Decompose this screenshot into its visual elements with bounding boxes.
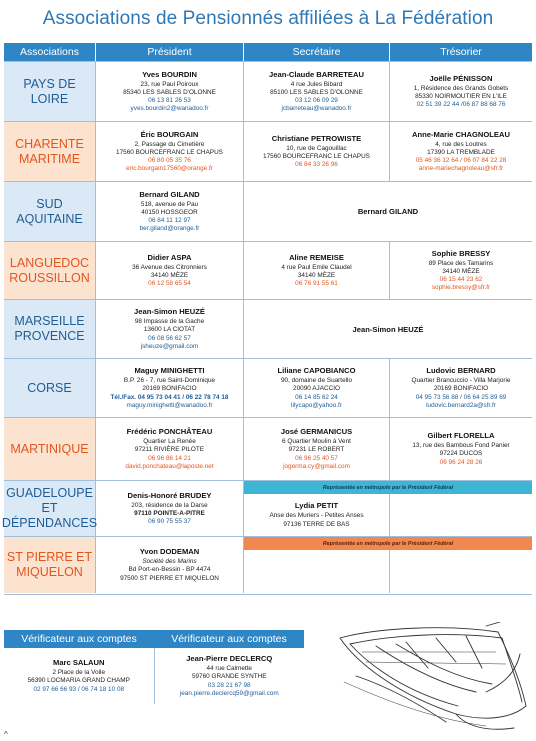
- secretaire-cell: [244, 242, 390, 299]
- address-line: 40150 HOSSGEOR: [141, 208, 198, 216]
- address-line: 4 rue Jules Bibard: [290, 80, 343, 88]
- president-cell: [96, 182, 244, 241]
- address-line: 17390 LA TREMBLADE: [427, 148, 495, 156]
- secretaire-cell: [244, 62, 390, 121]
- address-line: 203, résidence de la Darse: [131, 501, 208, 509]
- phone-number: Tél./Fax. 04 95 73 04 41 / 06 22 78 74 18: [110, 393, 229, 401]
- tresorier-cell: [390, 359, 532, 417]
- email-link[interactable]: yves.bourdin2@wanadoo.fr: [130, 105, 209, 113]
- secretaire-cell: [244, 550, 390, 593]
- person-name: Aline REMEISE: [289, 252, 344, 262]
- email-link[interactable]: anne-mariechagnoleau@sfr.fr: [418, 165, 504, 173]
- address-line: 85340 LES SABLES D'OLONNE: [123, 88, 216, 96]
- phone-number: 03 28 21 67 98: [207, 681, 251, 689]
- email-link[interactable]: jogerma.cy@gmail.com: [283, 462, 350, 470]
- email-link[interactable]: sophie.bressy@sfr.fr: [431, 284, 491, 292]
- address-line: Quartier La Renée: [143, 438, 196, 446]
- table-row: [4, 181, 532, 241]
- president-cell: [96, 359, 244, 417]
- representation-banner: Représentée en métropole par le Président Fédéral: [244, 481, 532, 494]
- email-link[interactable]: ludovic.bernard2a@sfr.fr: [426, 401, 496, 409]
- email-link[interactable]: lilycapo@yahoo.fr: [291, 401, 342, 409]
- header-secretaire: Secrétaire: [244, 43, 390, 61]
- representation-stack: [244, 481, 532, 536]
- verificateur-cell: [155, 648, 305, 704]
- verificateurs-header: [4, 630, 304, 648]
- address-line: 98 Impasse de la Gache: [134, 318, 205, 326]
- phone-number: 06 96 24 28 26: [439, 458, 483, 466]
- person-name: Joëlle PÉNISSON: [429, 73, 493, 83]
- person-name: Liliane CAPOBIANCO: [277, 366, 356, 376]
- association-name: MARTINIQUE: [4, 418, 96, 480]
- address-line: 20090 AJACCIO: [293, 385, 340, 393]
- address-line: 1, Résidence des Grands Gobets: [413, 84, 509, 92]
- address-line: B.P. 26 - 7, rue Saint-Dominique: [123, 377, 216, 385]
- person-name: Christiane PETROWISTE: [271, 133, 362, 143]
- address-line: 17560 BOURCEFRANC LE CHAPUS: [116, 148, 223, 156]
- phone-number: 06 84 11 12 97: [148, 217, 191, 224]
- association-name: LANGUEDOC ROUSSILLON: [4, 242, 96, 299]
- person-name: José GERMANICUS: [280, 427, 353, 437]
- address-line: 34140 MÈZE: [297, 271, 336, 279]
- email-link[interactable]: ber.giland@orange.fr: [139, 225, 200, 233]
- address-line: Quartier Brancuccio - Villa Marjorie: [411, 377, 511, 385]
- header-president: Président: [96, 43, 244, 61]
- tresorier-cell: [390, 242, 532, 299]
- table-row: [1, 480, 532, 536]
- header-tresorier: Trésorier: [440, 46, 482, 58]
- president-cell: [96, 242, 244, 299]
- address-line: 56390 LOCMARIA GRAND CHAMP: [27, 677, 130, 685]
- address-line: 36 Avenue des Citronniers: [132, 263, 207, 271]
- address-line: 34140 MÈZE: [442, 267, 480, 275]
- phone-number: 06 96 86 14 21: [148, 454, 191, 462]
- person-name: Yvon DODEMAN: [139, 547, 200, 557]
- phone-number: 06 76 91 55 61: [295, 280, 338, 288]
- phone-number: 06 80 05 35 76: [148, 157, 191, 164]
- address-line: 44 rue Calmette: [206, 665, 252, 673]
- address-line: 59760 GRANDE SYNTHE: [191, 673, 267, 681]
- person-name: Bernard GILAND: [139, 189, 200, 199]
- address-line: 13600 LA CIOTAT: [143, 326, 196, 334]
- tresorier-cell: [390, 122, 532, 181]
- tresorier-cell: [390, 62, 532, 121]
- table-row: [4, 358, 532, 417]
- representation-stack: [244, 537, 532, 593]
- person-name: Jean-Pierre DECLERCQ: [186, 654, 273, 664]
- association-name: GUADELOUPE ET DÉPENDANCES: [4, 481, 96, 536]
- association-name: SUD AQUITAINE: [4, 182, 96, 241]
- phone-number: 06 15 44 23 62: [439, 276, 483, 283]
- verificateurs-table: [4, 630, 304, 704]
- associations-table: [1, 43, 532, 593]
- address-line: 20169 BONIFACIO: [433, 385, 489, 393]
- person-name: Yves BOURDIN: [142, 69, 197, 79]
- address-line: 34140 MÈZE: [150, 271, 189, 279]
- address-line: Anse des Muriers - Petites Anses: [269, 512, 364, 520]
- address-line: 2, Passage du Cimetière: [134, 140, 205, 148]
- association-name: ST PIERRE ET MIQUELON: [4, 537, 96, 593]
- address-line: 6 Quartier Moulin à Vent: [282, 438, 351, 446]
- association-name: CORSE: [4, 359, 96, 417]
- address-line: 4 rue Paul Emile Claudel: [281, 263, 352, 271]
- table-bottom-rule: [4, 594, 532, 595]
- verificateurs-body: [4, 648, 304, 704]
- person-name: Sophie BRESSY: [431, 248, 491, 258]
- address-line: 10, rue de Cagouillac: [286, 144, 347, 152]
- email-link[interactable]: maguy.minighetti@wanadoo.fr: [126, 401, 213, 409]
- address-line: 89 Place des Tamarins: [428, 259, 494, 267]
- address-line: 2 Place de la Voile: [52, 669, 106, 677]
- phone-number: 06 84 33 26 96: [295, 161, 338, 169]
- person-name: Jean-Claude BARRETEAU: [269, 69, 364, 79]
- table-row: [4, 417, 532, 480]
- secretaire-cell: [244, 418, 390, 480]
- phone-number: 06 08 56 62 57: [148, 334, 191, 342]
- address-line: 518, avenue de Pau: [140, 200, 199, 208]
- address-line: 13, rue des Bambous Fond Panier: [412, 442, 510, 450]
- association-name: PAYS DE LOIRE: [4, 62, 96, 121]
- address-line: 85330 NOIRMOUTIER EN L'ILE: [415, 92, 507, 100]
- phone-number: 03 12 06 09 29: [295, 97, 338, 104]
- secretaire-cell: [244, 122, 390, 181]
- phone-number: 04 95 73 56 88 / 06 64 25 89 69: [415, 393, 507, 401]
- secretaire-cell: [244, 359, 390, 417]
- address-line: 85100 LES SABLES D'OLONNE: [270, 88, 363, 96]
- secretaire-cell: [244, 494, 390, 536]
- phone-number: 02 51 39 22 44 /06 87 88 68 76: [416, 101, 506, 109]
- phone-number: 06 96 25 40 57: [295, 454, 338, 462]
- president-cell: [96, 300, 244, 358]
- phone-number: 05 46 36 12 64 / 06 07 84 22 28: [415, 157, 507, 164]
- person-name: Marc SALAUN: [53, 658, 105, 668]
- address-line: 23, rue Paul Poiroux: [140, 80, 199, 88]
- person-name: Anne-Marie CHAGNOLEAU: [412, 129, 510, 139]
- address-line: 90, domaine de Suartello: [280, 377, 353, 385]
- email-link[interactable]: jean.pierre.declercq59@gmail.com: [179, 689, 279, 697]
- email-link[interactable]: david.ponchateau@laposte.net: [125, 462, 214, 470]
- table-row: [4, 61, 532, 121]
- address-line: 97224 DUCOS: [439, 450, 483, 458]
- header-associations: Associations: [4, 43, 96, 61]
- address-line: 97231 LE ROBERT: [288, 446, 345, 454]
- association-name: CHARENTE MARITIME: [4, 122, 96, 181]
- boat-sketch-illustration: [336, 622, 532, 736]
- person-name: Denis-Honoré BRUDEY: [127, 490, 212, 500]
- president-cell: [96, 418, 244, 480]
- table-row: [4, 241, 532, 299]
- header-verificateur-1: Vérificateur aux comptes: [21, 633, 137, 645]
- person-name: Maguy MINIGHETTI: [134, 366, 205, 376]
- tresorier-cell: [390, 418, 532, 480]
- person-name: Éric BOURGAIN: [140, 129, 199, 139]
- tresorier-cell: [390, 550, 532, 593]
- tresorier-cell: [390, 494, 532, 536]
- representation-banner: Représentée en métropole par le Président Fédéral: [244, 537, 532, 550]
- person-name: Lydia PETIT: [294, 501, 339, 511]
- president-cell: [96, 537, 244, 593]
- phone-number: 06 14 85 62 24: [295, 393, 338, 401]
- secretaire-tresorier-area: [244, 550, 532, 593]
- address-line: 97110 POINTE-A-PITRE: [134, 509, 205, 517]
- president-cell: [96, 481, 244, 536]
- address-line: 17560 BOURCEFRANC LE CHAPUS: [263, 152, 370, 160]
- address-line: 97136 TERRE DE BAS: [283, 520, 350, 528]
- table-row: [4, 121, 532, 181]
- email-link[interactable]: jcbarreteau@wanadoo.fr: [281, 105, 352, 113]
- association-name: MARSEILLE PROVENCE: [4, 300, 96, 358]
- header-verificateur-2: Vérificateur aux comptes: [171, 633, 287, 645]
- person-name: Jean-Simon HEUZÉ: [134, 307, 205, 317]
- footer-mark: ^: [4, 730, 8, 739]
- president-cell: [96, 122, 244, 181]
- secretaire-tresorier-merged-cell: Bernard GILAND: [357, 207, 419, 216]
- address-line: Bd Port-en-Bessin - BP 4474: [128, 566, 211, 574]
- address-line: 20169 BONIFACIO: [142, 385, 197, 393]
- table-row: [4, 536, 532, 593]
- phone-number: 06 12 58 65 54: [148, 280, 191, 288]
- address-line: 4, rue des Loutres: [435, 140, 487, 148]
- person-name: Didier ASPA: [147, 252, 192, 262]
- person-name: Gilbert FLORELLA: [427, 431, 495, 441]
- page-title: Associations de Pensionnés affiliées à La Fédération: [42, 8, 494, 29]
- person-name: Ludovic BERNARD: [426, 366, 496, 376]
- phone-number: 06 13 81 26 53: [148, 97, 191, 104]
- secretaire-tresorier-area: [244, 494, 532, 536]
- phone-number: 06 90 75 55 37: [148, 518, 191, 526]
- table-header: [4, 43, 532, 61]
- person-name: Frédéric PONCHÂTEAU: [126, 427, 213, 437]
- table-row: [4, 299, 532, 358]
- address-line: 97211 RIVIÈRE PILOTE: [134, 446, 205, 454]
- secretaire-tresorier-merged-cell: Jean-Simon HEUZÉ: [352, 324, 424, 334]
- verificateur-cell: [4, 648, 155, 704]
- phone-number: 02 97 66 66 93 / 06 74 18 10 08: [33, 685, 125, 693]
- email-link[interactable]: jsheuze@gmail.com: [140, 342, 199, 350]
- email-link[interactable]: eric.bourgain17560@orange.fr: [126, 165, 213, 173]
- president-cell: [96, 62, 244, 121]
- address-line: 97500 ST PIERRE ET MIQUELON: [120, 574, 219, 582]
- address-line: Société des Marins: [142, 558, 197, 566]
